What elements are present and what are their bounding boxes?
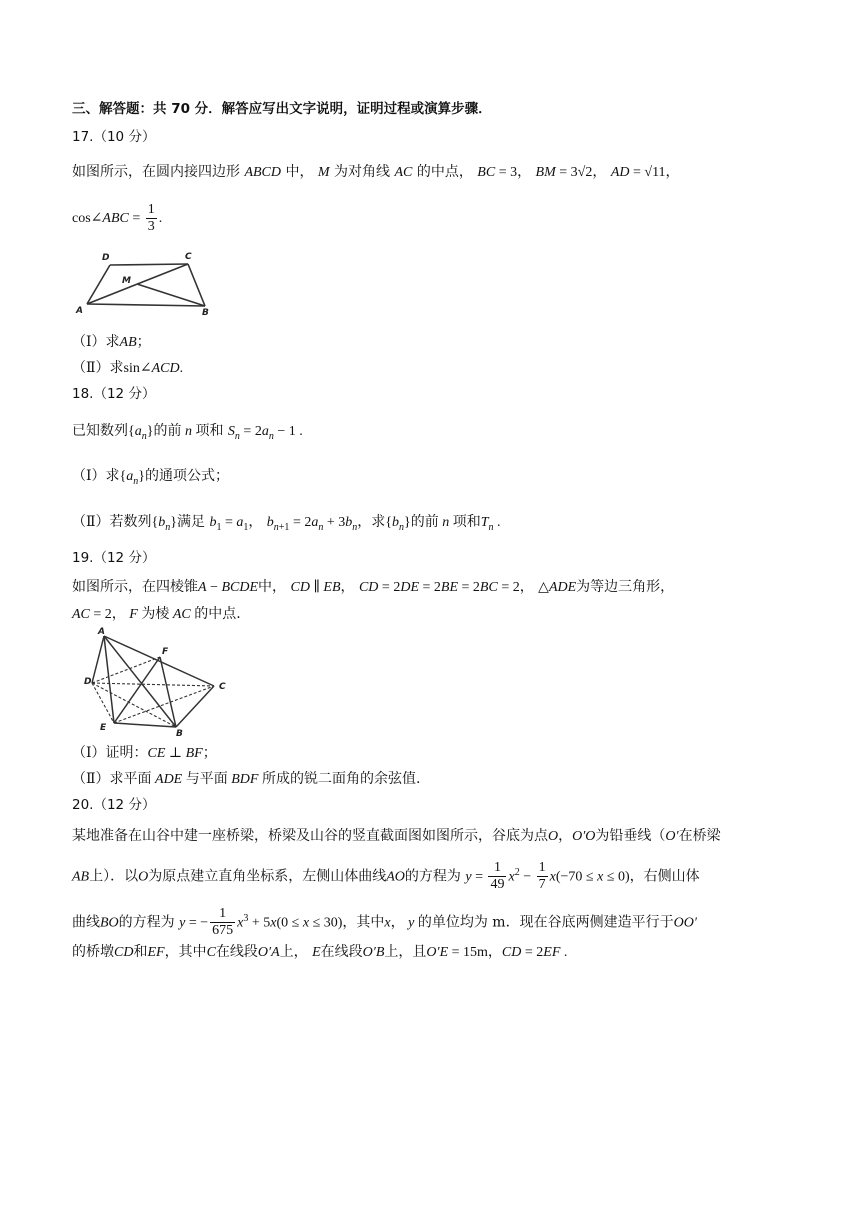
- q20-line3: 曲线BO的方程为 y = − $\frac{1}{675}$ $x^3 + 5x(0 \le x \le 30)$，其中x， y 的单位均为 m．现在谷底两侧建造平行于OO′: [72, 906, 697, 938]
- q17-quadrilateral-figure: [72, 248, 212, 318]
- q17-number: 17.（10 分）: [72, 129, 156, 145]
- q17-stem-line1: 如图所示，在圆内接四边形 ABCD 中， M 为对角线 AC 的中点， BC = 3， BM = 3√2， AD = √11，: [72, 164, 680, 180]
- q17-label-a: A: [76, 306, 83, 316]
- q20-line2: AB上）．以O为原点建立直角坐标系，左侧山体曲线AO的方程为 y = $\frac{1}{49}$ $x^2$ − $\frac{1}{7}$ x(−70 ≤ x ≤ 0)，右侧山体: [72, 860, 700, 892]
- q20-line4: 的桥墩CD和EF，其中C在线段O′A上， E在线段O′B上，且O′E = 15m，CD = 2EF .: [72, 944, 568, 960]
- section-header: 三、解答题：共 70 分．解答应写出文字说明，证明过程或演算步骤．: [72, 101, 492, 117]
- q17-part2: （Ⅱ）求sin∠ACD.: [72, 360, 184, 376]
- q19-stem-line1: 如图所示，在四棱锥A − BCDE中， CD ∥ EB， CD = 2DE = 2BE = 2BC = 2， △ADE为等边三角形，: [72, 579, 675, 595]
- q19-stem-line2: AC = 2， F 为棱 AC 的中点.: [72, 606, 241, 622]
- q19-label-a: A: [98, 627, 105, 637]
- q19-part2: （Ⅱ）求平面 ADE 与平面 BDF 所成的锐二面角的余弦值.: [72, 771, 421, 787]
- q19-label-b: B: [176, 729, 183, 736]
- q20-number: 20.（12 分）: [72, 797, 156, 813]
- q19-label-c: C: [219, 682, 226, 692]
- q19-label-d: D: [84, 677, 92, 687]
- q19-number: 19.（12 分）: [72, 550, 156, 566]
- q18-stem: 已知数列$\{a_n\}$的前 n 项和 $S_n = 2a_n - 1$ .: [72, 423, 303, 442]
- q20-line1: 某地准备在山谷中建一座桥梁，桥梁及山谷的竖直截面图如图所示，谷底为点O，O′O为铅垂线（O′在桥梁: [72, 828, 721, 844]
- q17-label-b: B: [202, 308, 209, 318]
- q18-number: 18.（12 分）: [72, 386, 156, 402]
- q19-label-e: E: [100, 723, 107, 733]
- q18-part2: （Ⅱ）若数列$\{b_n\}$满足 $b_1 = a_1$， $b_{n+1} = 2a_n + 3b_n$，求$\{b_n\}$的前 n 项和$T_n$ .: [72, 514, 501, 533]
- q17-label-c: C: [185, 252, 192, 262]
- q18-part1: （Ⅰ）求$\{a_n\}$的通项公式；: [72, 468, 229, 487]
- q17-label-d: D: [102, 253, 110, 263]
- q19-pyramid-figure: [72, 626, 242, 736]
- q17-part1: （Ⅰ）求AB；: [72, 334, 151, 350]
- q17-stem-line2: cos∠ABC = $\frac{1}{3}$ .: [72, 201, 163, 234]
- q19-part1: （Ⅰ）证明：CE ⊥ BF；: [72, 745, 217, 761]
- q19-label-f: F: [162, 647, 169, 657]
- q17-label-m: M: [122, 276, 131, 286]
